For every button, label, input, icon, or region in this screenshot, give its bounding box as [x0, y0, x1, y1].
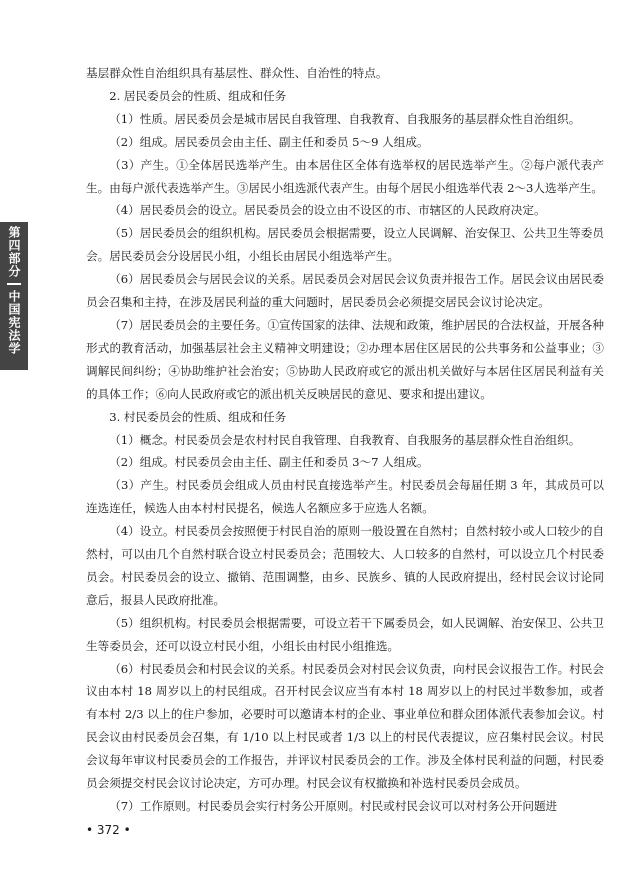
paragraph: （5）组织机构。村民委员会根据需要，可设立若干下属委员会，如人民调解、治安保卫、公共卫生等委员会，还可以设立村民小组，小组长由村民小组推选。 [86, 615, 604, 653]
paragraph: （3）产生。①全体居民选举产生。由本居住区全体有选举权的居民选举产生。②每户派代表产生。由每户派代表选举产生。③居民小组选派代表产生。由每个居民小组选举代表 2～3人选举产生。 [86, 157, 604, 195]
tab-divider [7, 283, 21, 285]
paragraph: （4）居民委员会的设立。居民委员会的设立由不设区的市、市辖区的人民政府决定。 [109, 203, 546, 218]
page-number: • 372 • [86, 823, 131, 837]
paragraph: （2）组成。居民委员会由主任、副主任和委员 5～9 人组成。 [109, 134, 429, 149]
paragraph: （4）设立。村民委员会按照便于村民自治的原则一般设置在自然村；自然村较小或人口较少的自然村，可以由几个自然村联合设立村民委员会；范围较大、人口较多的自然村，可以设立几个村民委员会。村民委员会的设立、撤销、范围调整，由乡、民族乡、镇的人民政府提出，经村民会议讨论同意后，报县人民政府批准。 [86, 524, 604, 607]
section-heading: 3. 村民委员会的性质、组成和任务 [109, 409, 287, 424]
paragraph: （5）居民委员会的组织机构。居民委员会根据需要，设立人民调解、治安保卫、公共卫生等委员会。居民委员会分设居民小组，小组长由居民小组选举产生。 [86, 226, 604, 264]
paragraph: （6）村民委员会和村民会议的关系。村民委员会对村民会议负责，向村民会议报告工作。村民会议由本村 18 周岁以上的村民组成。召开村民会议应当有本村 18 周岁以上的村民过半数参加，或者有本村 2/3 以上的住户参加，必要时可以邀请本村的企业、事业单位和群众团体派代表参加会议。村民会议由村民委员会召集，有 1/10 以上村民或者 1/3 以上的村民代表提议，应召集村民会议。村民会议每年审议村民委员会的工作报告，并评议村民委员会的工作。涉及全体村民利益的问题，村民委员会须提交村民会议讨论决定，方可办理。村民会议有权撤换和补选村民委员会成员。 [86, 661, 604, 791]
paragraph: （1）概念。村民委员会是农村村民自我管理、自我教育、自我服务的基层群众性自治组织。 [109, 432, 581, 447]
paragraph: 基层群众性自治组织具有基层性、群众性、自治性的特点。 [86, 66, 388, 80]
page-body [86, 62, 604, 818]
paragraph: （7）工作原则。村民委员会实行村务公开原则。村民或村民会议可以对村务公开问题进 [109, 799, 558, 813]
part-title: 中国宪法学 [7, 290, 21, 355]
paragraph: （6）居民委员会与居民会议的关系。居民委员会对居民会议负责并报告工作。居民会议由居民委员会召集和主持，在涉及居民利益的重大问题时，居民委员会必须提交居民会议讨论决定。 [86, 272, 604, 310]
paragraph: （7）居民委员会的主要任务。①宣传国家的法律、法规和政策，维护居民的合法权益，开展各种形式的教育活动，加强基层社会主义精神文明建设；②办理本居住区居民的公共事务和公益事业；③调解民间纠纷；④协助维护社会治安；⑤协助人民政府或它的派出机关做好与本居住区居民利益有关的具体工作；⑥向人民政府或它的派出机关反映居民的意见、要求和提出建议。 [86, 317, 604, 401]
section-side-tab [0, 222, 28, 370]
part-label: 第四部分 [7, 226, 21, 278]
paragraph: （2）组成。村民委员会由主任、副主任和委员 3～7 人组成。 [109, 455, 429, 470]
section-heading: 2. 居民委员会的性质、组成和任务 [109, 88, 287, 103]
paragraph: （1）性质。居民委员会是城市居民自我管理、自我教育、自我服务的基层群众性自治组织。 [109, 111, 581, 126]
paragraph: （3）产生。村民委员会组成人员由村民直接选举产生。村民委员会每届任期 3 年，其成员可以连选连任，候选人由本村村民提名，候选人名额应多于应选人名额。 [86, 478, 604, 516]
